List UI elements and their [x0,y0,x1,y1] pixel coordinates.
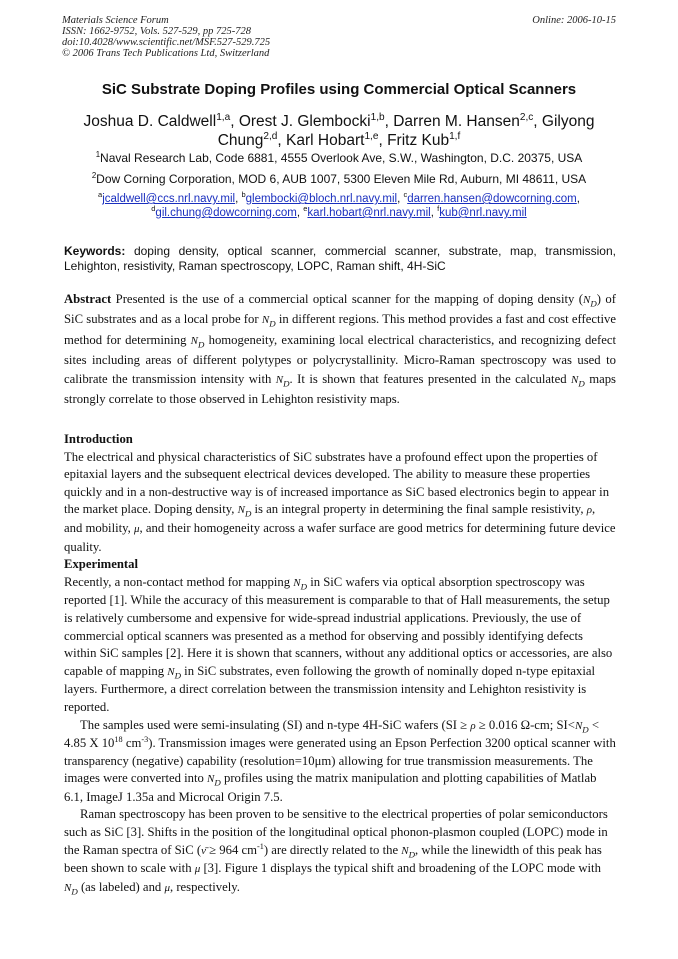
experimental-paragraph-1: Recently, a non-contact method for mapping $N_D$ in SiC wafers via optical absorption spectroscopy was reported [1]. While the accuracy of this measurement is comparable to that of Hall measurements, the setup is relatively cumbersome and expensive for wide-spread industrial applications. Previously, the use of commercial optical scanners was presented as a method for observing and possibly identifying defects within SiC samples [2]. Here it is shown that scanners, without any additional optics or accessories, are also capable of mapping $N_D$ in SiC substrates, even following the growth of nominally doped n-type epitaxial layers. Furthermore, a direct correlation between the transmission intensity and Lehighton resistivity is reported. [64,574,613,714]
keywords-text: doping density, optical scanner, commercial scanner, substrate, map, transmission, Lehighton, resistivity, Raman spectroscopy, LOPC, Raman shift, 4H-SiC [64,244,616,273]
email-link[interactable]: gil.chung@dowcorning.com [155,207,297,219]
issn: ISSN: 1662-9752, Vols. 527-529, pp 725-728 [62,26,251,37]
experimental-paragraph-2: The samples used were semi-insulating (SI) and n-type 4H-SiC wafers (SI ≥ ρ ≥ 0.016 Ω-cm; $SI<N_D < 4.85$ X $10^{18}$ $cm^{-3}$). Transmission images were generated using an Epson Perfection 3200 optical scanner with transparency (negative) capability (resolution=10μm) allowing for true transmission measurements. The images were converted into $N_D$ profiles using the matrix manipulation and plotting capabilities of Matlab 6.1, ImageJ 1.35a and Microcal Origin 7.5. [64,717,616,804]
abstract-label: Abstract [64,292,112,306]
email-link[interactable]: jcaldwell@ccs.nrl.navy.mil [102,193,236,205]
introduction [64,431,616,897]
journal-name: Materials Science Forum [62,15,169,26]
experimental-paragraph-3: Raman spectroscopy has been proven to be sensitive to the electrical properties of polar semiconductors such as SiC [3]. Shifts in the position of the longitudinal optical phonon-plasmon coupled (LOPC) mode in the Raman spectra of SiC (ν̄ ≥ 964 $cm^{-1}$) are directly related to the $N_D$, while the linewidth of this peak has been shown to scale with μ [3]. Figure 1 displays the typical shift and broadening of the LOPC mode with $N_D$ (as labeled) and μ, respectively. [64,807,608,897]
affiliation-2: $^2$Dow Corning Corporation, MOD 6, AUB 1007, 5300 Eleven Mile Rd, Auburn, MI 48611, USA [91,171,587,186]
experimental-heading: Experimental [64,557,139,572]
author-list [50,112,628,150]
journal-header [62,15,270,59]
keywords [64,244,616,273]
paper-title: SiC Substrate Doping Profiles using Commercial Optical Scanners [101,81,577,98]
email-link[interactable]: darren.hansen@dowcorning.com [407,193,577,205]
author: Karl Hobart$^{1,e}$, [286,130,388,149]
email-list: $^a$jcaldwell@ccs.nrl.navy.mil, $^b$glembocki@bloch.nrl.navy.mil, $^c$darren.hansen@dowcorning.com, $^d$gil.chung@dowcorning.com, $^e$karl.hobart@nrl.navy.mil, $^f$kub@nrl.navy.mil [98,190,580,219]
doi: doi:10.4028/www.scientific.net/MSF.527-529.725 [62,37,271,48]
online-date: Online: 2006-10-15 [532,15,616,26]
email-link[interactable]: glembocki@bloch.nrl.navy.mil [245,193,398,205]
keywords-label: Keywords: [64,244,126,258]
abstract: Abstract Presented is the use of a commercial optical scanner for the mapping of doping density $(N_D)$ of SiC substrates and as a local probe for $N_D$ in different regions. This method provides a fast and cost effective method for determining $N_D$ homogeneity, examining local electrical characteristics, and recognizing defect sites including areas of different polytypes or polycrystallinity. Micro-Raman spectroscopy was used to calibrate the transmission intensity with $N_D$. It is shown that features presented in the calculated $N_D$ maps strongly correlate to those observed in Lehighton resistivity maps. [64,292,617,407]
author: Orest J. Glembocki$^{1,b}$, [238,111,394,130]
email-link[interactable]: karl.hobart@nrl.navy.mil [307,207,431,219]
introduction-paragraph: The electrical and physical characteristics of SiC substrates have a profound effect upon the properties of epitaxial layers and the subsequent electrical devices developed. The ability to measure these properties quickly and in a non-destructive way is of increased importance as SiC based electronics begin to appear in the market place. Doping density, $N_D$ is an integral property in determining the final sample resistivity, ρ, and mobility, μ, and their homogeneity across a wafer surface are good metrics for determining future device quality. [64,449,616,554]
copyright: © 2006 Trans Tech Publications Ltd, Switzerland [62,48,270,59]
affiliation-1: $^1$Naval Research Lab, Code 6881, 4555 Overlook Ave, S.W., Washington, D.C. 20375, USA [95,150,583,165]
author: Joshua D. Caldwell$^{1,a}$, [83,111,239,130]
author: Gilyong Chung$^{2,d}$, [217,113,595,149]
email-link[interactable]: kub@nrl.navy.mil [439,207,527,219]
author: Fritz Kub$^{1,f}$ [387,130,461,149]
author: Darren M. Hansen$^{2,c}$, [393,111,542,130]
introduction-heading: Introduction [64,432,133,446]
